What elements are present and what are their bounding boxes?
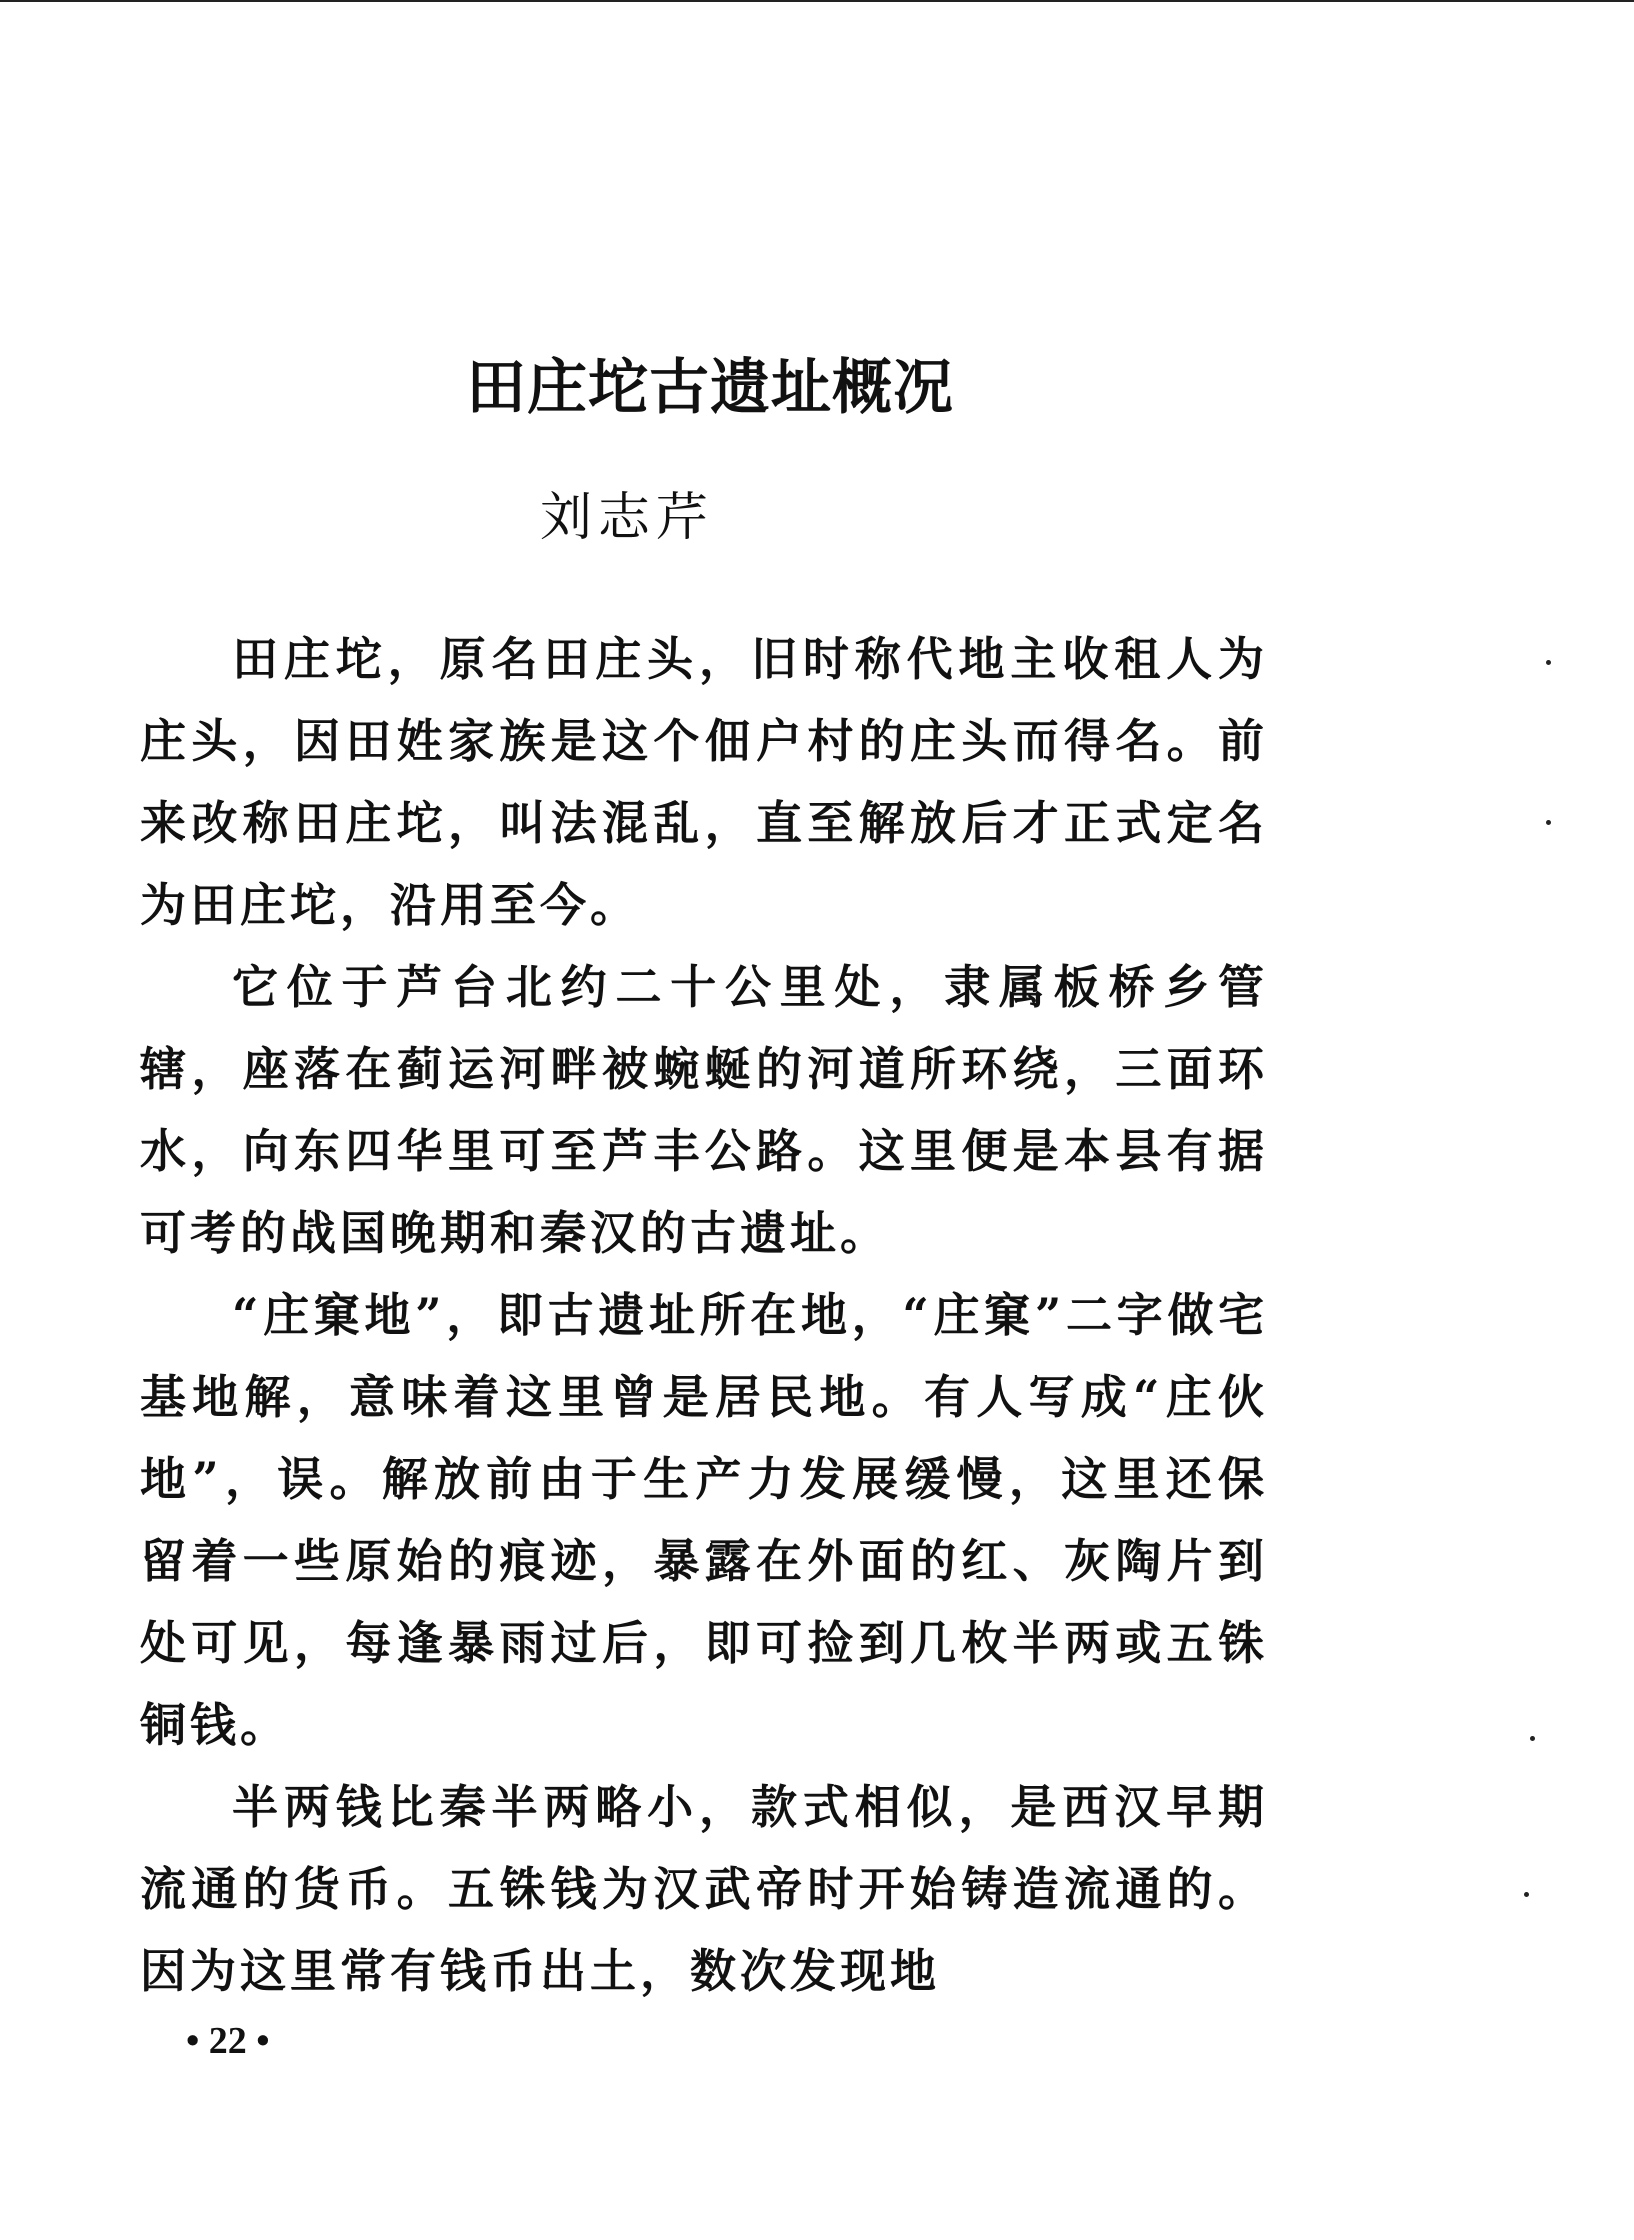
scan-speck [1546, 660, 1551, 665]
article-title: 田庄坨古遗址概况 [466, 353, 954, 423]
paragraph: “庄窠地”，即古遗址所在地，“庄窠”二字做宅基地解，意味着这里曾是居民地。有人写成“庄伙地”，误。解放前由于生产力发展缓慢，这里还保留着一些原始的痕迹，暴露在外面的红、灰陶片到处可见，每逢暴雨过后，即可捡到几枚半两或五铢铜钱。 [140, 1288, 1268, 1752]
paragraph: 它位于芦台北约二十公里处，隶属板桥乡管辖，座落在蓟运河畔被蜿蜒的河道所环绕，三面环水，向东四华里可至芦丰公路。这里便是本县有据可考的战国晚期和秦汉的古遗址。 [140, 960, 1268, 1260]
scan-speck [1530, 1736, 1535, 1741]
paragraph: 半两钱比秦半两略小，款式相似，是西汉早期流通的货币。五铢钱为汉武帝时开始铸造流通的。因为这里常有钱币出土，数次发现地 [140, 1780, 1268, 1998]
article-body [140, 618, 1268, 2012]
scan-speck [1546, 820, 1551, 825]
top-border-line [0, 0, 1634, 2]
page-number: • 22 • [186, 2020, 270, 2062]
author-name: 刘志芹 [540, 488, 715, 548]
paragraph: 田庄坨，原名田庄头，旧时称代地主收租人为庄头，因田姓家族是这个佃户村的庄头而得名。前来改称田庄坨，叫法混乱，直至解放后才正式定名为田庄坨，沿用至今。 [140, 632, 1268, 932]
scan-speck [1524, 1892, 1529, 1897]
